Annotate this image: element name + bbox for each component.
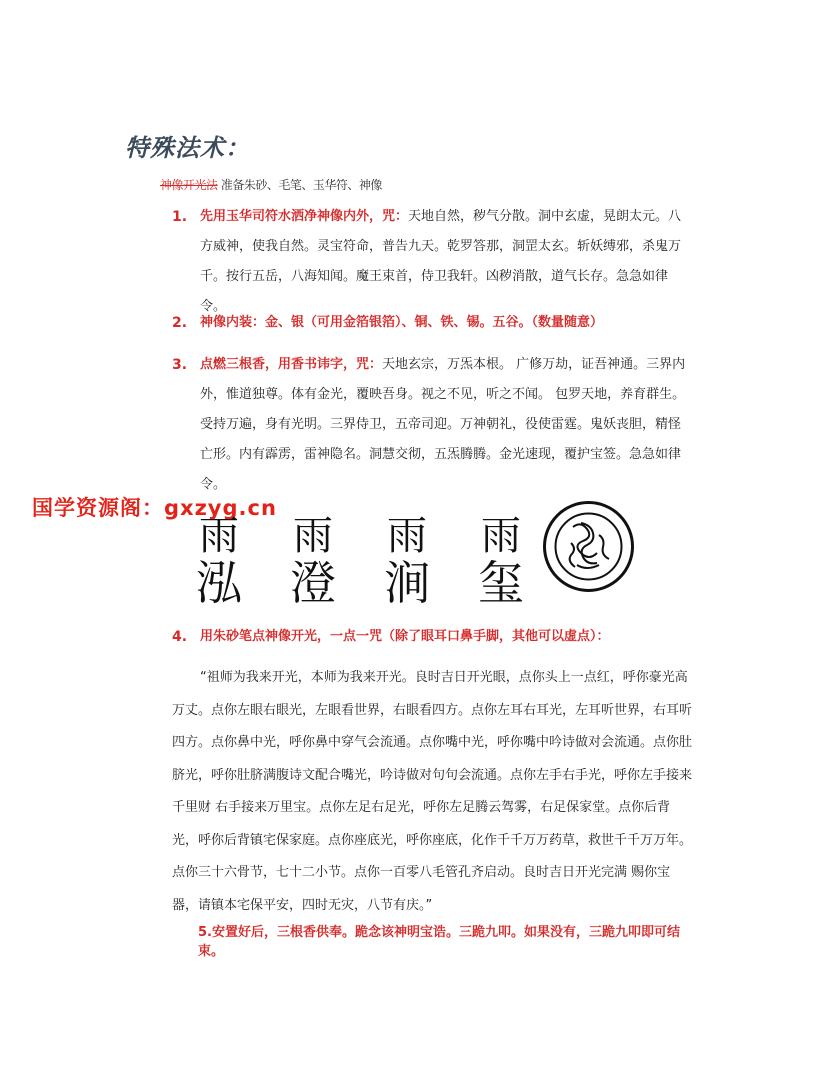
talisman-bottom: 澄 — [290, 556, 336, 610]
step-heading: 神像内装：金、银（可用金箔银箔）、铜、铁、锡。五谷。（数量随意） — [200, 315, 604, 330]
step-4 — [172, 622, 692, 652]
talisman-seal-icon — [541, 499, 636, 594]
page-title: 特殊法术： — [125, 133, 250, 162]
step-5: 5.安置好后，三根香供奉。跪念该神明宝诰。三跪九叩。如果没有，三跪九叩即可结束。 — [198, 925, 680, 959]
talisman-top: 雨 — [293, 513, 333, 559]
step-number: 4. — [172, 629, 188, 645]
invocation-text: “祖师为我来开光，本师为我来开光。良时吉日开光眼，点你头上一点红，呼你豪光高万丈。点你左眼右眼光，左眼看世界，右眼看四方。点你左耳右耳光，左耳听世界，右耳听四方。点你鼻中光，呼你鼻中穿气会流通。点你嘴中光，呼你嘴中吟诗做对会流通。点你肚脐光，呼你肚脐满腹诗文配合嘴光，吟诗做对句句会流通。点你左手右手光，呼你左手接来千里财 右手接来万里宝。点你左足右足光，呼你左足腾云驾雾，右足保家堂。点你后背光，呼你后背镇宅保家庭。点你座底光，呼你座底，化作千千万万药草，救世千千万万年。点你三十六骨节，七十二小节。点你一百零八毛管孔齐启动。良时吉日开光完满 赐你宝器，请镇本宅保平安，四时无灾，八节有庆。” — [172, 670, 693, 913]
step-1 — [172, 202, 692, 322]
step-text: 天地自然，秽气分散。洞中玄虚，晃朗太元。八方威神，使我自然。灵宝符命，普告九天。乾罗答那，洞罡太玄。斩妖缚邪，杀鬼万千。按行五岳，八海知闻。魔王束首，侍卫我轩。凶秽消散，道气长存。急急如律令。 — [200, 209, 682, 314]
talisman-top: 雨 — [387, 513, 427, 559]
talisman-row — [175, 497, 545, 609]
step-heading: 点燃三根香，用香书讳字，咒： — [200, 357, 383, 372]
step-2 — [172, 308, 692, 338]
watermark: 国学资源阁：gxzyg.cn — [32, 496, 277, 520]
step-number: 3. — [172, 357, 188, 373]
talisman-char — [269, 515, 357, 609]
talisman-char — [363, 515, 451, 609]
talisman-bottom: 玺 — [478, 556, 524, 610]
talisman-top: 雨 — [481, 513, 521, 559]
talisman-top: 雨 — [199, 513, 239, 559]
subtitle — [160, 176, 382, 193]
subtitle-materials: 准备朱砂、毛笔、玉华符、神像 — [220, 178, 382, 192]
talisman-bottom: 涧 — [384, 556, 430, 610]
step-heading: 用朱砂笔点神像开光，一点一咒（除了眼耳口鼻手脚，其他可以虚点）： — [200, 629, 610, 644]
talisman-bottom: 泓 — [196, 556, 242, 610]
step-3 — [172, 350, 692, 500]
step-text: 天地玄宗，万炁本根。 广修万劫，证吾神通。三界内外，惟道独尊。体有金光，覆映吾身。视之不见，听之不闻。 包罗天地，养育群生。受持万遍，身有光明。三界侍卫，五帝司迎。万神朝礼，役使雷霆。鬼妖丧胆，精怪亡形。内有霹雳，雷神隐名。洞慧交彻，五炁腾腾。金光速现，覆护宝签。急急如律令。 — [200, 357, 686, 492]
talisman-char — [175, 515, 263, 609]
talisman-char — [457, 515, 545, 609]
step-number: 2. — [172, 315, 188, 331]
subtitle-red: 神像开光法 — [160, 178, 218, 192]
step-number: 1. — [172, 209, 188, 225]
step-heading: 先用玉华司符水洒净神像内外，咒： — [200, 209, 409, 224]
